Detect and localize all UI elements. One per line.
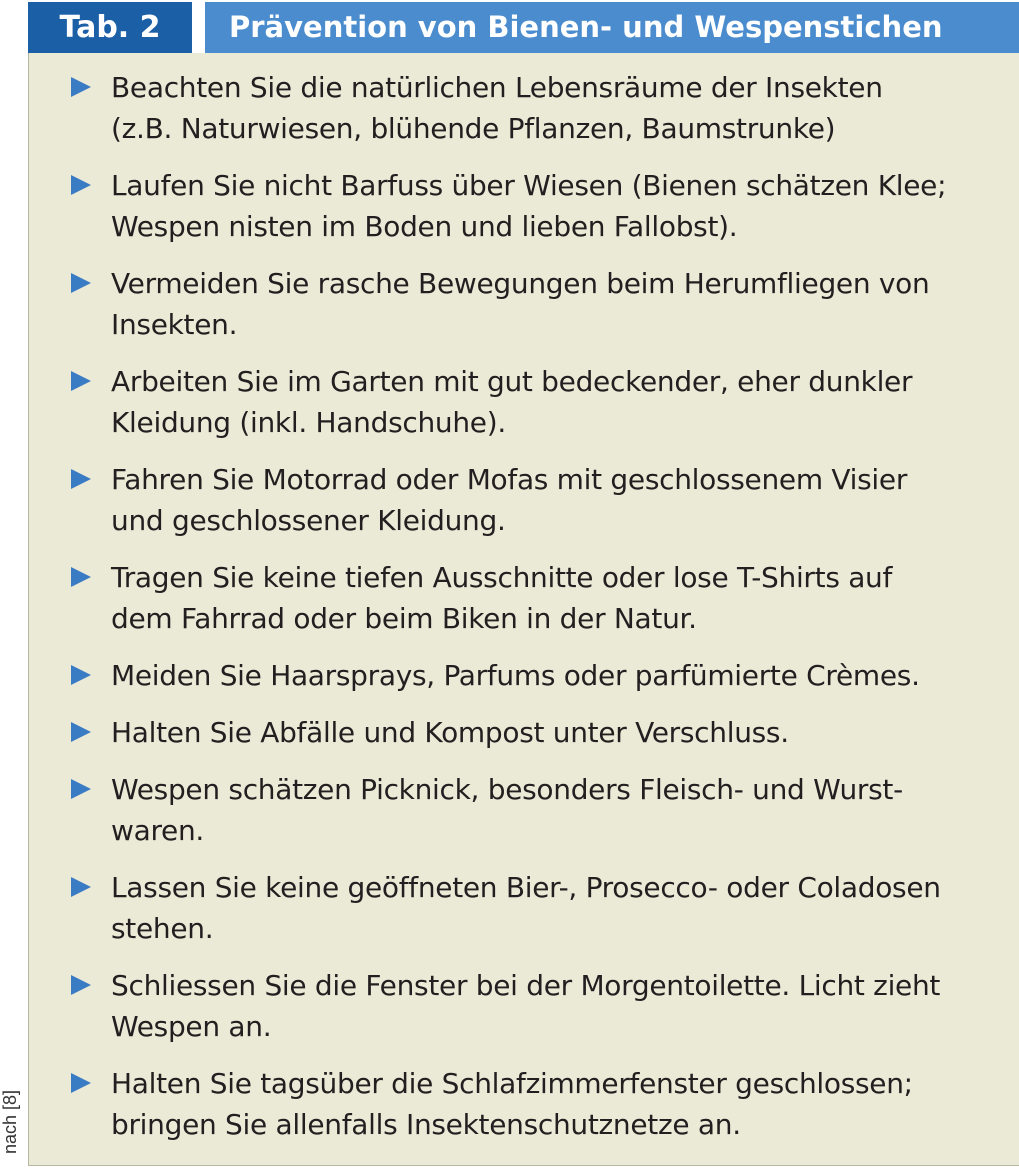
triangle-right-icon xyxy=(71,567,91,587)
list-item-line: Arbeiten Sie im Garten mit gut bedeckender, eher dunkler xyxy=(111,365,913,398)
triangle-right-icon xyxy=(71,77,91,97)
list-item-line: Wespen an. xyxy=(111,1010,272,1043)
list-item xyxy=(29,1063,1019,1145)
triangle-right-icon xyxy=(71,877,91,897)
list-item-line: Lassen Sie keine geöffneten Bier-, Prosecco- oder Coladosen xyxy=(111,871,941,904)
list-item-line: dem Fahrrad oder beim Biken in der Natur. xyxy=(111,602,697,635)
list-item xyxy=(29,67,1019,149)
list-item-line: bringen Sie allenfalls Insektenschutznetze an. xyxy=(111,1108,741,1141)
table-number-label: Tab. 2 xyxy=(28,2,192,53)
list-item xyxy=(29,867,1019,949)
triangle-right-icon xyxy=(71,779,91,799)
list-item-line: Insekten. xyxy=(111,308,238,341)
table-title: Prävention von Bienen- und Wespenstichen xyxy=(205,2,1019,53)
list-item-line: stehen. xyxy=(111,912,214,945)
list-item-line: Tragen Sie keine tiefen Ausschnitte oder lose T-Shirts auf xyxy=(111,561,893,594)
triangle-right-icon xyxy=(71,1073,91,1093)
triangle-right-icon xyxy=(71,665,91,685)
list-item xyxy=(29,557,1019,639)
list-item-line: (z.B. Naturwiesen, blühende Pflanzen, Baumstrunke) xyxy=(111,112,836,145)
triangle-right-icon xyxy=(71,722,91,742)
list-item-line: Schliessen Sie die Fenster bei der Morgentoilette. Licht zieht xyxy=(111,969,941,1002)
list-item-line: Vermeiden Sie rasche Bewegungen beim Herumfliegen von xyxy=(111,267,930,300)
prevention-list xyxy=(29,67,1019,1161)
list-item xyxy=(29,165,1019,247)
list-item xyxy=(29,712,1019,753)
list-item-line: und geschlossener Kleidung. xyxy=(111,504,506,537)
list-item-line: Fahren Sie Motorrad oder Mofas mit geschlossenem Visier xyxy=(111,463,908,496)
list-item-line: Beachten Sie die natürlichen Lebensräume der Insekten xyxy=(111,71,883,104)
list-item-line: Meiden Sie Haarsprays, Parfums oder parfümierte Crèmes. xyxy=(111,659,920,692)
list-item xyxy=(29,263,1019,345)
table-header xyxy=(28,2,1019,53)
list-item-line: Wespen schätzen Picknick, besonders Fleisch- und Wurst- xyxy=(111,773,903,806)
triangle-right-icon xyxy=(71,175,91,195)
list-item-line: waren. xyxy=(111,814,205,847)
list-item-line: Halten Sie tagsüber die Schlafzimmerfenster geschlossen; xyxy=(111,1067,913,1100)
list-item xyxy=(29,459,1019,541)
triangle-right-icon xyxy=(71,469,91,489)
triangle-right-icon xyxy=(71,371,91,391)
list-item-line: Laufen Sie nicht Barfuss über Wiesen (Bienen schätzen Klee; xyxy=(111,169,947,202)
list-item xyxy=(29,965,1019,1047)
list-item xyxy=(29,361,1019,443)
source-note: nach [8] xyxy=(0,1089,20,1155)
table-content-panel xyxy=(28,53,1019,1166)
list-item-line: Kleidung (inkl. Handschuhe). xyxy=(111,406,506,439)
list-item-line: Halten Sie Abfälle und Kompost unter Verschluss. xyxy=(111,716,789,749)
triangle-right-icon xyxy=(71,273,91,293)
list-item xyxy=(29,769,1019,851)
list-item xyxy=(29,655,1019,696)
list-item-line: Wespen nisten im Boden und lieben Fallobst). xyxy=(111,210,738,243)
triangle-right-icon xyxy=(71,975,91,995)
